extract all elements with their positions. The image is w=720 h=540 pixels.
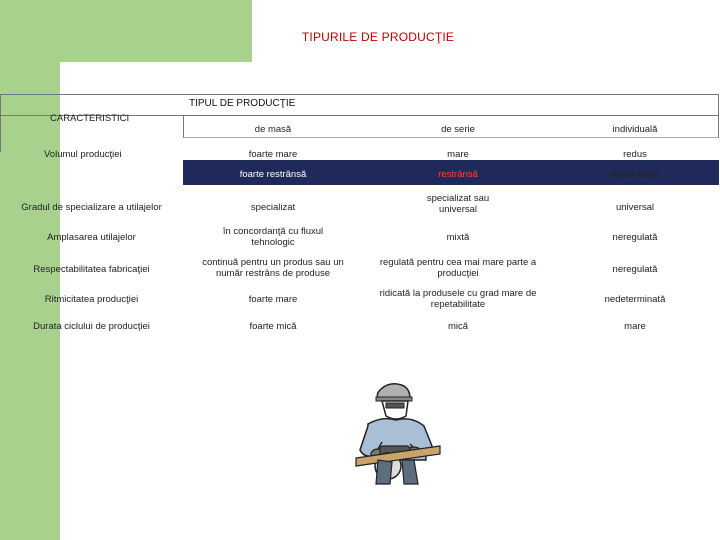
row-label: Amplasarea utilajelor xyxy=(47,232,136,243)
group-header: TIPUL DE PRODUCŢIE xyxy=(189,98,296,109)
characteristics-header: CARACTERISTICI xyxy=(50,113,130,124)
table-cell: ridicată la produsele cu grad mare de repetabilitate xyxy=(379,288,537,310)
table-cell: mare xyxy=(447,149,469,160)
table-cell: continuă pentru un produs sau un număr restrâns de produse xyxy=(202,257,344,279)
col-header-series: de serie xyxy=(441,124,475,135)
table-cell: specializat xyxy=(250,202,296,213)
table-cell: în concordanţă cu fluxul tehnologic xyxy=(222,226,324,248)
page-title: TIPURILE DE PRODUCŢIE xyxy=(301,30,455,44)
table-cell: mixtă xyxy=(446,232,470,243)
row-label: Respectabilitatea fabricaţiei xyxy=(33,264,150,275)
table-cell: mare xyxy=(624,321,646,332)
row-label: Gradul de specializare a utilajelor xyxy=(21,202,162,213)
table-cell: foarte restrânsă xyxy=(239,169,307,180)
row-label: Durata ciclului de producţiei xyxy=(33,321,150,332)
table-cell: neregulată xyxy=(612,264,658,275)
table-cell: redus xyxy=(623,149,647,160)
table-cell: neregulată xyxy=(612,232,658,243)
table-cell: regulată pentru cea mai mare parte a producţiei xyxy=(379,257,537,279)
col-header-individual: individuală xyxy=(612,124,658,135)
table-cell: foarte mare xyxy=(248,149,298,160)
table-cell: universal xyxy=(615,202,655,213)
worker-with-circular-saw-icon xyxy=(352,380,442,488)
table-cell: nedeterminată xyxy=(604,294,666,305)
table-cell: restrânsă xyxy=(438,169,478,180)
table-left-frame xyxy=(0,116,1,152)
row-label: Ritmicitatea producţiei xyxy=(44,294,139,305)
col-header-mass: de masă xyxy=(254,124,292,135)
row-label: Volumul producţiei xyxy=(44,149,122,160)
table-cell: foarte largă xyxy=(610,169,660,180)
table-cell: specializat sau universal xyxy=(426,193,490,215)
production-types-table xyxy=(0,94,720,344)
top-green-block xyxy=(60,0,252,62)
table-cell: mică xyxy=(447,321,469,332)
table-cell: foarte mică xyxy=(249,321,297,332)
table-cell: foarte mare xyxy=(248,294,298,305)
